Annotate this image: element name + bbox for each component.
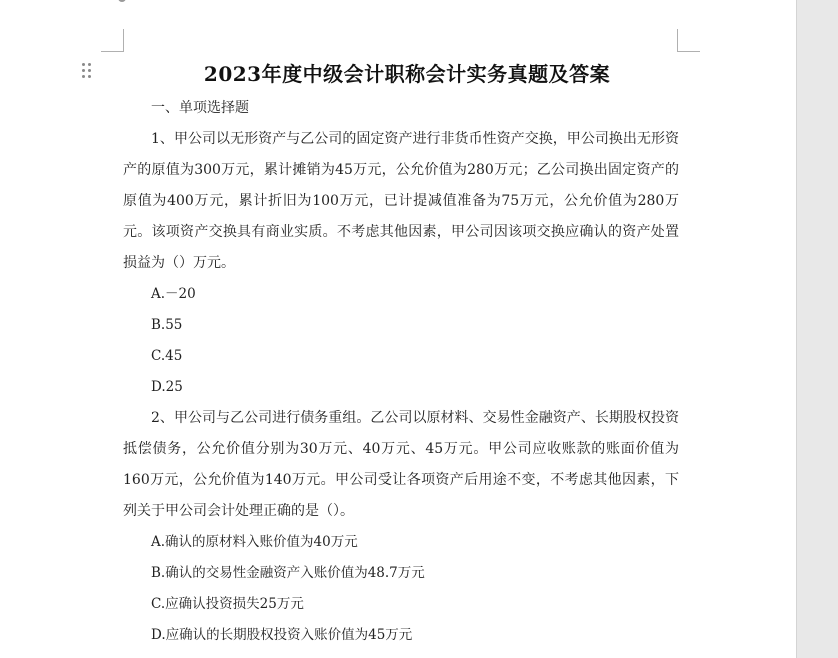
margin-corner-top-right [677, 29, 700, 52]
question-stem: 2、甲公司与乙公司进行债务重组。乙公司以原材料、交易性金融资产、长期股权投资抵偿债务，公允价值分别为30万元、40万元、45万元。甲公司应收账款的账面价值为160万元，公允价值为140万元。甲公司受让各项资产后用途不变，不考虑其他因素，下列关于甲公司会计处理正确的是（）。 [123, 410, 679, 519]
answer-option: A.－20 [151, 286, 196, 302]
answer-option: D.应确认的长期股权投资入账价值为45万元 [151, 627, 413, 643]
document-body [123, 56, 679, 651]
answer-option: B.确认的交易性金融资产入账价值为48.7万元 [151, 565, 425, 581]
section-heading: 一、单项选择题 [151, 100, 249, 116]
answer-option: B.55 [151, 317, 183, 333]
answer-option: C.应确认投资损失25万元 [151, 596, 304, 612]
answer-option: C.45 [151, 348, 183, 364]
drag-handle-icon[interactable] [82, 63, 92, 79]
margin-corner-top-left [101, 29, 124, 52]
answer-option: D.25 [151, 379, 183, 395]
document-title: 2023年度中级会计职称会计实务真题及答案 [203, 62, 611, 86]
question-stem: 1、甲公司以无形资产与乙公司的固定资产进行非货币性资产交换，甲公司换出无形资产的原值为300万元，累计摊销为45万元，公允价值为280万元；乙公司换出固定资产的原值为400万元，累计折旧为100万元，已计提减值准备为75万元，公允价值为280万元。该项资产交换具有商业实质。不考虑其他因素，甲公司因该项交换应确认的资产处置损益为（）万元。 [123, 131, 679, 271]
scroll-marker [118, 0, 126, 2]
answer-option: A.确认的原材料入账价值为40万元 [151, 534, 358, 550]
